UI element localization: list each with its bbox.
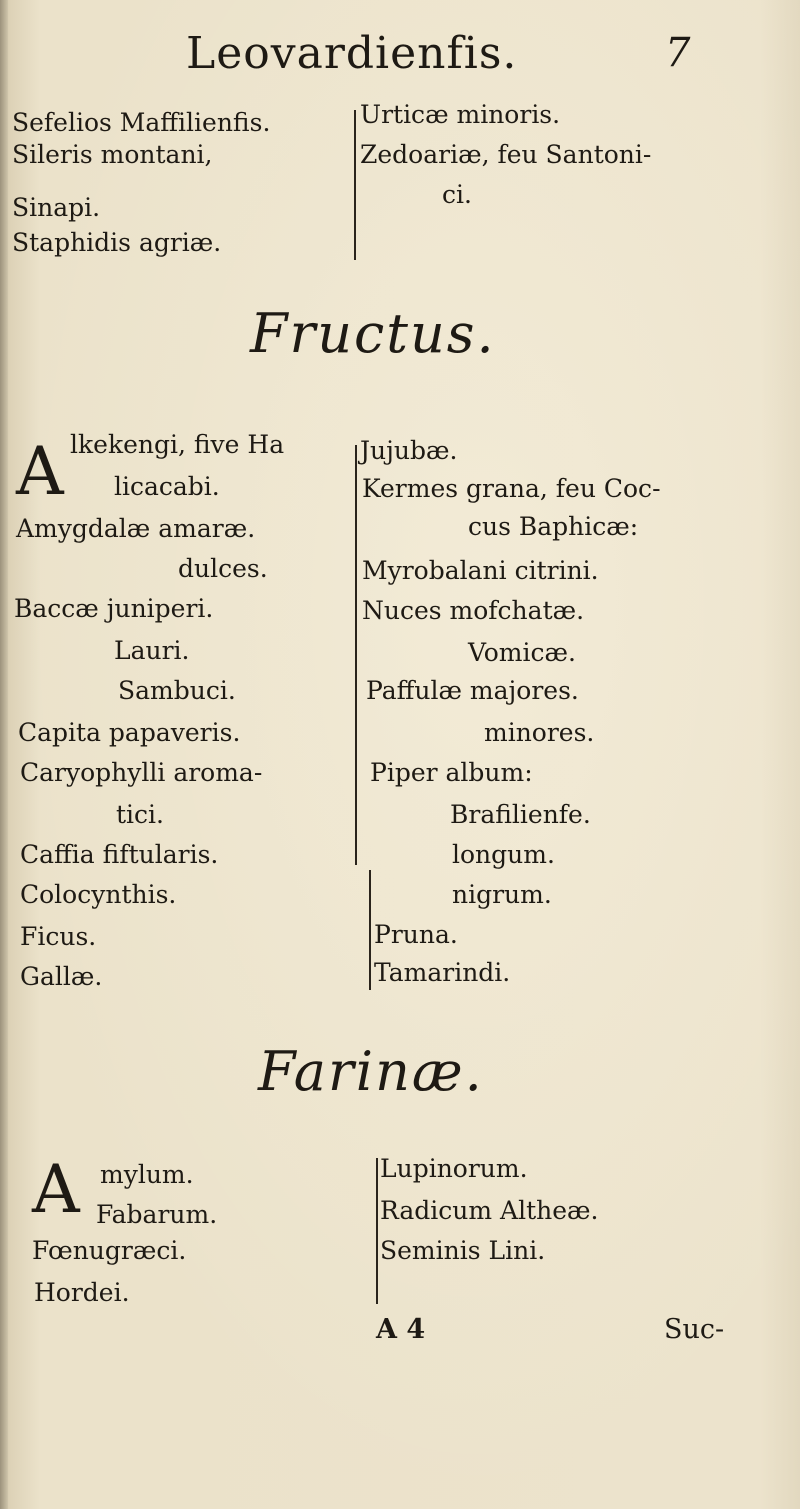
list-item: tici. (116, 800, 164, 829)
list-item: Pruna. (374, 920, 458, 949)
list-item: Capita papaveris. (18, 718, 241, 747)
section-title-fructus: Fructus. (250, 302, 496, 365)
list-item: longum. (452, 840, 555, 869)
list-item: Gallæ. (20, 962, 103, 991)
list-item: ci. (442, 180, 472, 209)
list-item: Baccæ juniperi. (14, 594, 214, 623)
catchword: Suc- (664, 1314, 725, 1345)
list-item: Zedoariæ, feu Santoni- (360, 140, 652, 169)
list-item: mylum. (100, 1160, 194, 1189)
running-header: Leovardienfis. (186, 28, 518, 79)
list-item: Tamarindi. (374, 958, 511, 987)
folio-number: 7 (665, 30, 691, 76)
list-item: Caryophylli aroma- (20, 758, 263, 787)
list-item: dulces. (178, 554, 268, 583)
list-item: Staphidis agriæ. (12, 228, 222, 257)
column-rule (354, 110, 356, 260)
list-item: Amygdalæ amaræ. (16, 514, 256, 543)
list-item: Piper album: (370, 758, 533, 787)
list-item: Radicum Altheæ. (380, 1196, 599, 1225)
drop-initial: A (32, 1151, 80, 1228)
list-item: Seminis Lini. (380, 1236, 546, 1265)
list-item: Vomicæ. (468, 638, 576, 667)
list-item: nigrum. (452, 880, 552, 909)
list-item: minores. (484, 718, 595, 747)
column-rule (355, 445, 357, 865)
section-title-farinae: Farinæ. (258, 1040, 484, 1103)
list-item: Fœnugræci. (32, 1236, 187, 1265)
list-item: Colocynthis. (20, 880, 177, 909)
column-rule (369, 870, 371, 990)
list-item: Sambuci. (118, 676, 236, 705)
list-item: cus Baphicæ: (468, 512, 639, 541)
list-item: Caffia fiftularis. (20, 840, 219, 869)
list-item: Myrobalani citrini. (362, 556, 599, 585)
list-item: Nuces mofchatæ. (362, 596, 585, 625)
list-item: Paffulæ majores. (366, 676, 579, 705)
drop-initial: A (16, 433, 64, 510)
list-item: Hordei. (34, 1278, 130, 1307)
list-item: Fabarum. (96, 1200, 218, 1229)
list-item: Lupinorum. (380, 1154, 528, 1183)
list-item: lkekengi, five Ha (70, 430, 285, 459)
list-item: Sinapi. (12, 193, 101, 222)
list-item: Urticæ minoris. (360, 100, 561, 129)
column-rule (376, 1158, 378, 1304)
list-item: licacabi. (114, 472, 220, 501)
list-item: Brafilienfe. (450, 800, 591, 829)
list-item: Kermes grana, feu Coc- (362, 474, 661, 503)
list-item: Jujubæ. (360, 436, 458, 465)
list-item: Sileris montani, (12, 140, 213, 169)
binding-gutter (0, 0, 8, 1509)
signature-mark: A 4 (376, 1314, 426, 1345)
list-item: Sefelios Maffilienfis. (12, 108, 271, 137)
list-item: Ficus. (20, 922, 97, 951)
list-item: Lauri. (114, 636, 190, 665)
